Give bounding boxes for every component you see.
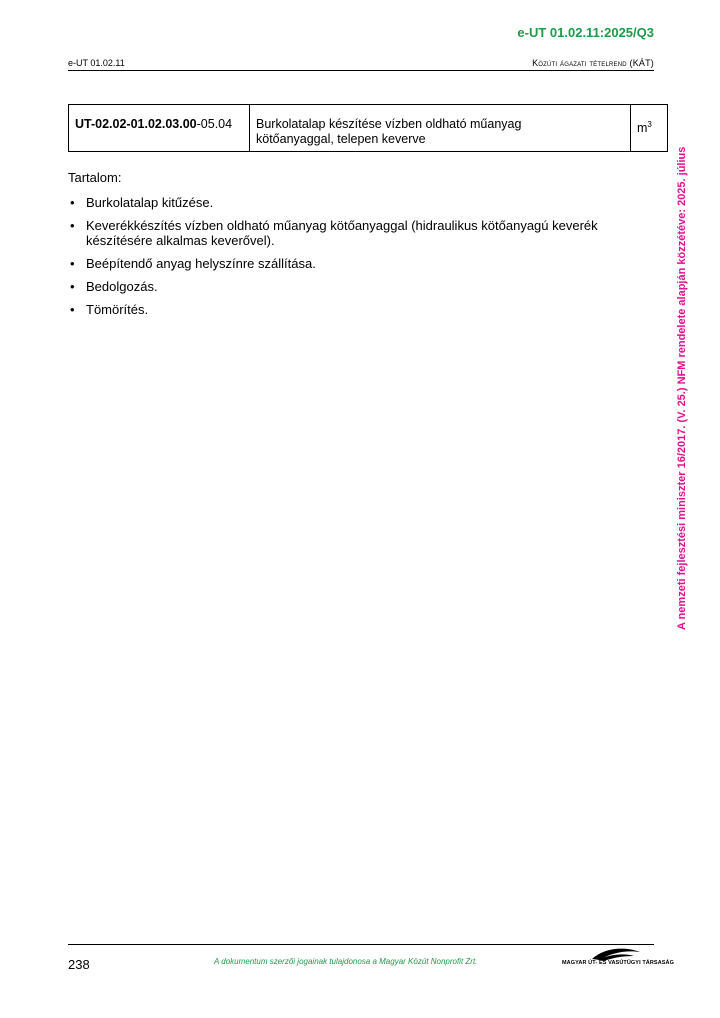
item-row xyxy=(69,105,668,152)
item-table xyxy=(68,104,668,152)
item-description-cell xyxy=(250,105,631,152)
item-unit-superscript: 3 xyxy=(647,120,652,129)
item-unit: m xyxy=(637,121,648,136)
page-number: 238 xyxy=(68,957,90,972)
document-code: e-UT 01.02.11:2025/Q3 xyxy=(517,25,654,40)
header-divider xyxy=(68,70,654,71)
item-code-bold: UT-02.02-01.02.03.00 xyxy=(75,117,197,131)
list-item: • Keverékkészítés vízben oldható műanyag kötőanyaggal (hidraulikus kötőanyagú keverék készítésére alkalmas keverővel). xyxy=(68,218,628,248)
footer-divider xyxy=(68,944,654,945)
content-title: Tartalom: xyxy=(68,170,122,185)
list-item: • Beépítendő anyag helyszínre szállítása. xyxy=(68,256,628,271)
header-left-label: e-UT 01.02.11 xyxy=(68,58,125,68)
list-item: • Bedolgozás. xyxy=(68,279,628,294)
content-list xyxy=(68,195,628,317)
society-logo-icon xyxy=(562,946,654,970)
item-unit-cell xyxy=(631,105,668,152)
list-item: • Tömörítés. xyxy=(68,302,628,317)
item-code-cell xyxy=(69,105,250,152)
item-code-suffix: -05.04 xyxy=(196,117,233,131)
content-section xyxy=(68,170,628,325)
list-item: • Burkolatalap kitűzése. xyxy=(68,195,628,210)
item-description-line2: kötőanyaggal, telepen keverve xyxy=(256,132,426,146)
footer-copyright: A dokumentum szerzői jogainak tulajdonosa a Magyar Közút Nonprofit Zrt. xyxy=(214,957,478,966)
side-publication-note: A nemzeti fejlesztési miniszter 16/2017. (V. 25.) NFM rendelete alapján közzétéve: 2025. július xyxy=(676,146,688,630)
item-description-line1: Burkolatalap készítése vízben oldható műanyag xyxy=(256,117,522,131)
logo-text: MAGYAR ÚT- ÉS VASÚTÜGYI TÁRSASÁG xyxy=(562,960,674,966)
header-right-label: Közúti ágazati tételrend (KÁT) xyxy=(532,58,654,68)
